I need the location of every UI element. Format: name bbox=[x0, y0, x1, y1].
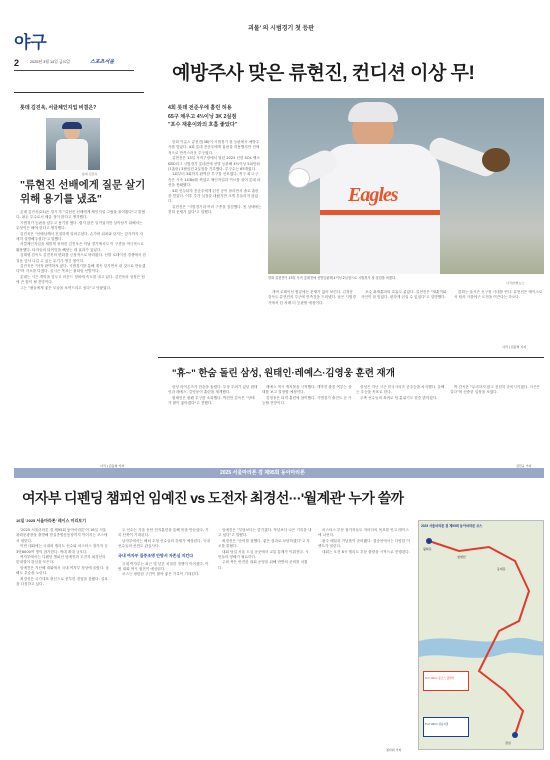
lead-body-col2: 개막 로테이션 합류에는 문제가 없어 보인다. 김경문 감독도 류현진의 투구에 만족감을 드러냈다. 남은 시범경기에서 한 차례 더 등판할 예정이다. bbox=[268, 290, 356, 305]
lead-body-col4: 한화는 올시즌 신구장 시대를 연다. 류현진은 에이스로서 팀의 가을야구 도전을 이끈다는 각오다. bbox=[454, 290, 543, 300]
mid-story-col3: 삼성은 지난 시즌 한국시리즈 준우승을 차지했다. 올해는 우승을 목표로 한다. 주축 선수들의 복귀로 팀 분위기도 한층 밝아졌다. bbox=[356, 385, 445, 400]
mid-story-col4: 박 감독은 "무리하지 않고 천천히 준비시키겠다. 시즌은 길다"며 신중한 입장을 보였다. bbox=[450, 385, 541, 395]
marathon-col3: 임예진은 "부담보다는 즐기겠다. 작년보다 나은 기록을 내고 싶다"고 말했다. 최경선은 "준비를 잘했다. 좋은 결과로 보답하겠다"고 각오를 밝혔다. 대회 당일 서울 도심 곳곳에서 교통 통제가 이뤄진다. 시민들의 양해가 필요하다. 주최 측은 안전한 대회 운영을 위해 만반의 준비를 마쳤다. bbox=[218, 528, 312, 570]
brand-logo: 스포츠서울 bbox=[90, 59, 115, 65]
marathon-col2: 두 선수는 겨울 동안 전지훈련을 통해 몸을 만들었다. 기록 단축이 기대된다. 남자부에서는 해외 초청 선수들의 강세가 예상된다. 국내 선수들의 선전도 관심사다. 국내 여자부 집중조명 안방서 자존심 지킨다 국내 여자부는 최근 몇 년간 치열한 경쟁이 이어졌다. 이번 대회 역시 접전이 예상된다. 코스는 평탄한 구간이 많아 좋은 기록이 기대된다. bbox=[118, 528, 212, 750]
sidebar-photo bbox=[46, 118, 100, 170]
lead-photo-caption: 한화 류현진이 13일 사직 롯데전에 선발등판해 4이닝 2실점으로 시범경기 첫 점검을 마쳤다. bbox=[268, 276, 397, 280]
lead-body-col1: 한화 이글스 류현진(38)이 시범경기 첫 등판에서 예방주사를 맞았다. 4회 롯데 전준우에게 홈런을 허용했지만 전체적으로 만족스러운 투구였다. 류현진은 13일 사직구장에서 열린 2025 신한 SOL 뱅크 KBO리그 시범경기 롯데전에 선발 등판해 4⅔이닝 5피안타(1홈런) 3탈삼진 2실점을 기록했다. 투구수는 65개였다. 1회부터 3회까지 완벽한 투구를 선보였다. 직구 최고 구속은 시속 143㎞를 찍었고 체인지업과 커브를 섞어 롯데 타선을 봉쇄했다. 4회 선두타자 전준우에게 던진 공이 몰리면서 솔로 홈런을 맞았다. 이후 추가 실점을 내줬지만 크게 흔들리지 않았다. 류현진은 "시범경기라 여러 구종을 점검했다. 몸 상태에는 전혀 문제가 없다"고 말했다. bbox=[168, 140, 262, 215]
marathon-headline: 여자부 디펜딩 챔피언 임예진 vs 도전자 최경선···'월계관' 누가 쓸까 bbox=[22, 490, 404, 506]
course-map bbox=[418, 520, 544, 750]
page-number: 2 bbox=[14, 58, 20, 68]
marathon-col1: '2025 서울마라톤 겸 제95회 동아마라톤'이 16일 서울 광화문광장을 출발해 잠실종합운동장까지 이어지는 코스에서 열린다. 이번 대회에는 국내외 엘리트 선수와 마스터스 참가자 등 3만8000여 명이 참가한다. 역대 최대 규모다. 여자부에서는 디펜딩 챔피언 임예진과 도전자 최경선의 맞대결이 관심을 모은다. 임예진은 지난해 대회에서 국내 여자부 정상에 올랐다. 올해도 우승을 노린다. 최경선은 국가대표 출신으로 풍부한 경험을 갖췄다. 설욕을 다짐하고 있다. bbox=[16, 528, 109, 587]
kicker-label: 괴물' 의 시범경기 첫 등판 bbox=[248, 26, 315, 32]
sidebar-photo-caption: 롯데 김진욱 bbox=[82, 172, 98, 176]
lead-byline: 사직 | 김동영 기자 bbox=[502, 345, 527, 349]
mid-story-col1: 삼성 라이온즈가 한숨을 돌렸다. 부상 우려가 있던 원태인과 레예스, 김영웅이 훈련을 재개했다. 원태인은 불펜 투구를 소화했다. 박진만 감독은 "상태가 많이 좋아졌다"고 전했다. bbox=[168, 385, 258, 406]
course-map-graphic bbox=[419, 521, 544, 750]
marathon-byline: 정다워 기자 bbox=[386, 748, 402, 752]
map-label-gwanghwamun: 광화문 bbox=[423, 547, 432, 551]
lead-photo bbox=[268, 98, 544, 274]
sidebar-body: 롯데 김진욱(23)은 경기 후 "류현진 선배에게 체인지업 그립을 물어봤다"고 밝혔다. 왼손 투수로서 배울 점이 많다고 생각했다. 시범경기 등판을 앞두고 용기를 냈다. 쉽지 않은 일이었지만 살아남기 위해서는 무엇이든 해야 한다고 생각했다. 김진욱은 "선배님께서 친절하게 알려주셨다. 손가락 위치와 던지는 감각까지 자세히 설명해주셨다"고 말했다. 서클체인지업을 새롭게 장착한 김진욱은 이날 경기에서도 이 구종을 적극적으로 활용했다. 타자들의 타이밍을 빼앗는 데 효과가 있었다. 김태형 감독도 김진욱의 변화를 긍정적으로 바라봤다. 선발 로테이션 경쟁에서 한 걸음 앞서 나갈 수 있는 무기가 생긴 셈이다. 김진욱은 "아직 완벽하지 않다. 시범경기를 통해 계속 던지면서 내 것으로 만들겠다"며 각오를 다졌다. 올시즌 목표는 풀타임 선발이다. 롯데는 시즌 개막을 앞두고 마운드 정비에 속도를 내고 있다. 김진욱의 성장은 팀에 큰 힘이 될 전망이다. 그는 "팬들에게 좋은 모습을 보여드리고 싶다"고 덧붙였다. bbox=[16, 210, 146, 290]
mid-story-col2: 레예스 역시 캐치볼을 시작했다. 개막전 출전 여부는 상태를 보고 결정할 예정이다. 김영웅은 타격 훈련에 참여했다. 시범경기 출전도 곧 가능할 전망이다. bbox=[262, 385, 352, 406]
sidebar-quote: "류현진 선배에게 질문 살기위해 용기를 냈죠" bbox=[20, 179, 146, 205]
marathon-subhead: 16일 '2025 서울마라톤' 레이스 미리보기 bbox=[16, 518, 86, 523]
sidebar-rule bbox=[14, 92, 144, 93]
sidebar-title: 롯데 김진욱, 서클체인지업 비결은? bbox=[20, 105, 97, 111]
header-rule bbox=[14, 70, 134, 71]
mid-story-rule bbox=[158, 357, 544, 358]
marathon-banner-label: 2025 서울마라톤 겸 제95회 동아마라톤 bbox=[220, 470, 306, 476]
jersey-lettering: Eagles bbox=[348, 184, 398, 206]
course-map-title: 2025 서울마라톤 겸 제95회 동아마라톤 코스 bbox=[421, 524, 483, 528]
map-box-finish bbox=[423, 717, 469, 737]
section-title: 야구 bbox=[14, 33, 47, 52]
map-label-dongdaemun: 동대문 bbox=[497, 567, 506, 571]
map-box-start bbox=[423, 671, 469, 691]
sidebar-byline: 사직 | 김동영 기자 bbox=[100, 464, 125, 468]
lead-deck: 4회 롯데 전준우에 홈런 허용 65구 채우고 4⅔이닝 3K 2실점 "포수 재훈이와의 호흡 좋았다" bbox=[168, 105, 238, 128]
marathon-section-head: 국내 여자부 집중조명 안방서 자존심 지킨다 bbox=[118, 552, 194, 558]
mid-story-byline: 김민규 기자 bbox=[516, 464, 532, 468]
map-label-cheonggyecheon: 청계천 bbox=[457, 555, 466, 559]
mid-story-headline: "휴~" 한숨 돌린 삼성, 원태인·레예스·김영웅 훈련 재개 bbox=[172, 368, 395, 379]
map-box-finish-label: Full 10km 결승지점 bbox=[425, 723, 449, 726]
issue-date: 2025년 3월 14일 금요일 bbox=[30, 60, 70, 64]
map-box-start-label: Full 10km 풀코스 출발지 bbox=[425, 677, 455, 680]
lead-photo-credit: 사직|연합뉴스 bbox=[506, 281, 525, 285]
marathon-col4: 마스터스 부문 참가자들도 저마다의 목표를 안고 레이스에 나선다. 완주 메달과 기념품이 준비됐다. 결승선에서는 다양한 이벤트가 열린다. 대회는 오전 8시 엘리트 부문 출발을 시작으로 진행된다. bbox=[318, 528, 410, 554]
lead-headline: 예방주사 맞은 류현진, 컨디션 이상 무! bbox=[172, 63, 475, 84]
map-label-jamsil: 잠실 bbox=[505, 741, 511, 745]
lead-body-col3: 포수 최재훈과의 호흡도 좋았다. 류현진은 "재훈이와 사인이 잘 맞았다. 편하게 던질 수 있었다"고 설명했다. bbox=[361, 290, 447, 300]
